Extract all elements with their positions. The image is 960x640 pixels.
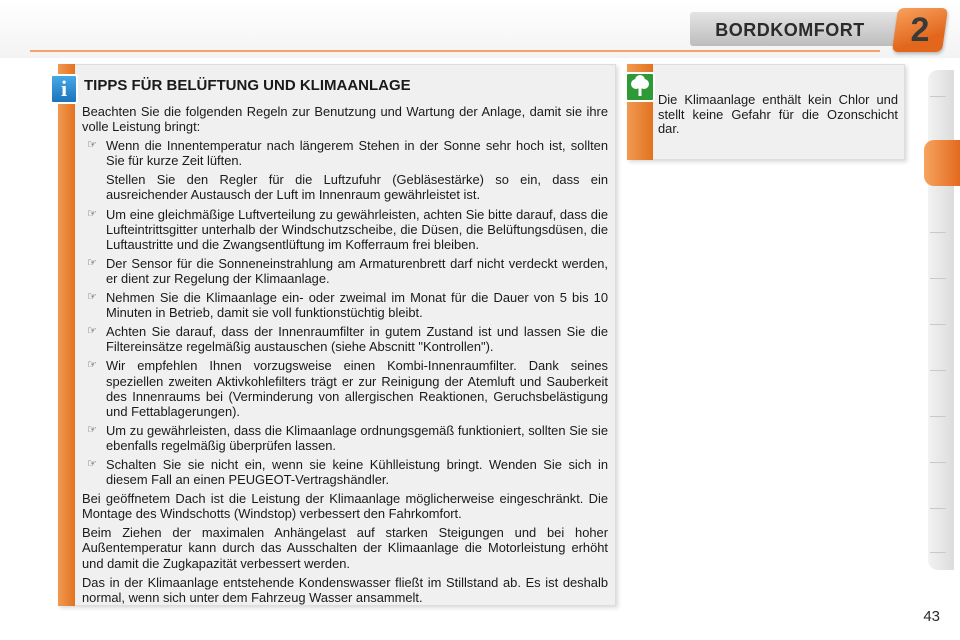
pointing-hand-icon: ☞ xyxy=(87,139,97,152)
tips-panel-accent xyxy=(58,64,75,606)
pointing-hand-icon: ☞ xyxy=(87,457,97,470)
tip-bullet xyxy=(82,358,608,418)
pointing-hand-icon: ☞ xyxy=(87,256,97,269)
closing-paragraph: Beim Ziehen der maximalen Anhängelast auf starken Steigungen und bei hoher Außentemperatur kann durch das Ausschalten der Klimaanlage die Motorleistung erhöht und damit die Zugkapazität verbessert werden. xyxy=(82,525,608,571)
tips-heading: TIPPS FÜR BELÜFTUNG UND KLIMAANLAGE xyxy=(84,77,411,94)
tip-subparagraph: Stellen Sie den Regler für die Luftzufuhr (Gebläsestärke) so ein, dass ein ausreichender Austausch der Luft im Innenraum gewährleistet ist. xyxy=(106,172,608,203)
info-icon: i xyxy=(50,74,78,104)
closing-paragraph: Bei geöffnetem Dach ist die Leistung der Klimaanlage möglicherweise eingeschränkt. Die Montage des Windschotts (Windstop) verbessert den Fahrkomfort. xyxy=(82,491,608,522)
tip-bullet xyxy=(82,290,608,320)
tip-bullet xyxy=(82,324,608,354)
tab-divider xyxy=(930,552,946,553)
tab-divider xyxy=(930,278,946,279)
tip-text: Schalten Sie sie nicht ein, wenn sie keine Kühlleistung bringt. Wenden Sie sich in diesem Fall an einen PEUGEOT-Vertragshändler. xyxy=(106,456,608,488)
tip-bullet xyxy=(82,138,608,168)
page-number: 43 xyxy=(923,608,940,625)
intro-paragraph: Beachten Sie die folgenden Regeln zur Benutzung und Wartung der Anlage, damit sie ihre volle Leistung bringt: xyxy=(82,104,608,135)
tab-divider xyxy=(930,96,946,97)
chapter-tab-active xyxy=(924,140,960,186)
tab-divider xyxy=(930,370,946,371)
tip-text: Um eine gleichmäßige Luftverteilung zu gewährleisten, achten Sie bitte darauf, dass die Lufteintrittsgitter unterhalb der Windschutzscheibe, die Düsen, die Belüftungsdüsen, die Luftaustritte und die Zwangsentlüftung im Kofferraum frei bleiben. xyxy=(106,206,608,252)
header-divider xyxy=(30,50,880,52)
tip-text: Der Sensor für die Sonneneinstrahlung am Armaturenbrett darf nicht verdeckt werden, er dient zur Regelung der Klimaanlage. xyxy=(106,255,608,286)
tips-content xyxy=(82,76,608,609)
tip-text: Achten Sie darauf, dass der Innenraumfilter in gutem Zustand ist und lassen Sie die Filtereinsätze regelmäßig austauschen (siehe Abscnitt "Kontrollen"). xyxy=(106,324,608,355)
tip-bullet xyxy=(82,256,608,286)
eco-tree-icon xyxy=(625,72,655,102)
tab-divider xyxy=(930,508,946,509)
tip-bullet xyxy=(82,423,608,453)
tab-divider xyxy=(930,462,946,463)
pointing-hand-icon: ☞ xyxy=(87,359,97,372)
tip-bullet xyxy=(82,457,608,487)
tip-bullet xyxy=(82,207,608,252)
tip-text: Wenn die Innentemperatur nach längerem Stehen in der Sonne sehr hoch ist, sollten Sie für kurze Zeit lüften. xyxy=(106,138,608,169)
tab-divider xyxy=(930,324,946,325)
chapter-number: 2 xyxy=(910,11,930,49)
tab-divider xyxy=(930,232,946,233)
pointing-hand-icon: ☞ xyxy=(87,207,97,220)
closing-paragraph: Das in der Klimaanlage entstehende Kondenswasser fließt im Stillstand ab. Es ist deshalb normal, wenn sich unter dem Fahrzeug Wasser ansammelt. xyxy=(82,574,608,605)
pointing-hand-icon: ☞ xyxy=(87,423,97,436)
tab-divider xyxy=(930,416,946,417)
tip-text: Wir empfehlen Ihnen vorzugsweise einen Kombi-Innenraumfilter. Dank seines speziellen zweiten Aktivkohlefilters trägt er zur Reinigung der Atemluft und Sauberkeit des Innenraums bei (Verminderung von allergischen Reaktionen, Geruchsbelästigung und Fettablagerungen). xyxy=(106,358,608,419)
chapter-title: BORDKOMFORT xyxy=(715,20,865,40)
tip-text: Um zu gewährleisten, dass die Klimaanlage ordnungsgemäß funktioniert, sollten Sie sie ebenfalls regelmäßig überprüfen lassen. xyxy=(106,422,608,453)
eco-note: Die Klimaanlage enthält kein Chlor und stellt keine Gefahr für die Ozonschicht dar. xyxy=(658,92,898,136)
pointing-hand-icon: ☞ xyxy=(87,325,97,338)
pointing-hand-icon: ☞ xyxy=(87,291,97,304)
tip-text: Nehmen Sie die Klimaanlage ein- oder zweimal im Monat für die Dauer von 5 bis 10 Minuten in Betrieb, damit sie voll funktionstüchtig bleibt. xyxy=(106,290,608,321)
